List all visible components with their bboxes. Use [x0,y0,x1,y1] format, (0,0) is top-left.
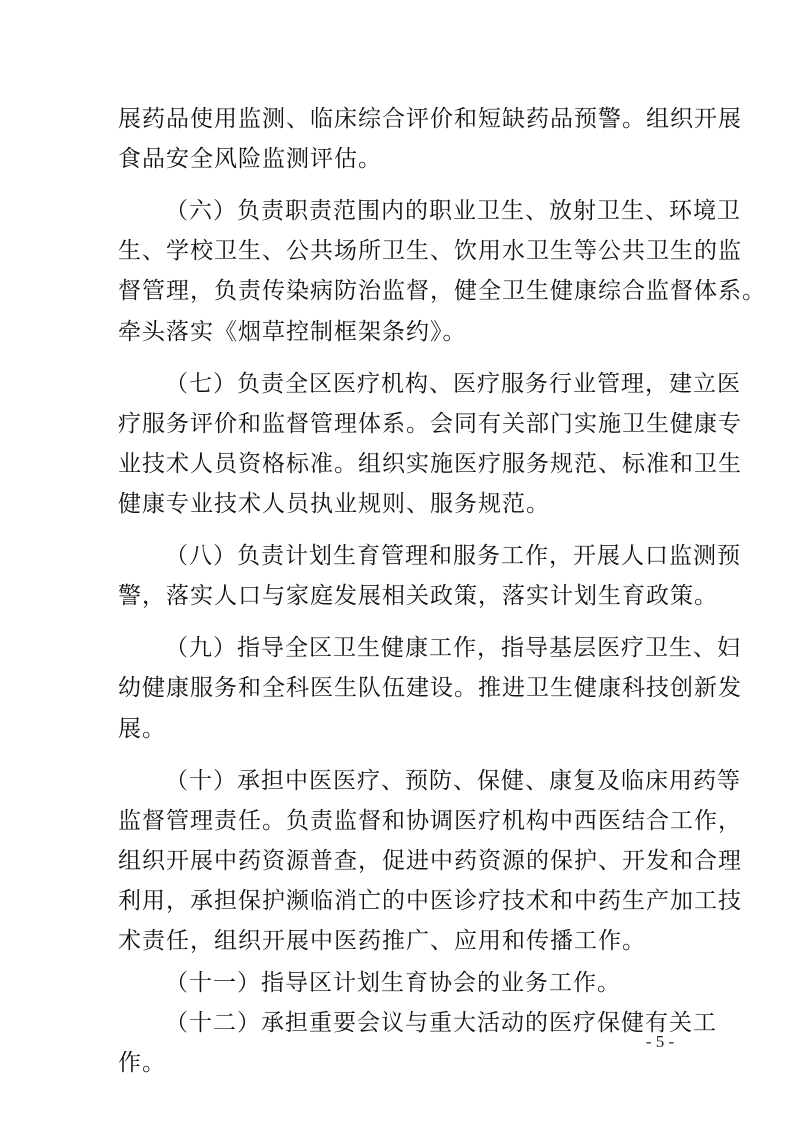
text-line-12: 警，落实人口与家庭发展相关政策，落实计划生育政策。 [118,583,718,609]
text-line-10: 健康专业技术人员执业规则、服务规范。 [118,491,550,517]
text-line-13: （九）指导全区卫生健康工作，指导基层医疗卫生、妇 [165,635,741,661]
text-line-23: 作。 [118,1050,166,1076]
page-number: - 5 - [645,1032,675,1051]
text-line-1: 展药品使用监测、临床综合评价和短缺药品预警。组织开展 [118,106,742,132]
text-line-9: 业技术人员资格标准。组织实施医疗服务规范、标准和卫生 [118,451,742,477]
text-line-5: 督管理，负责传染病防治监督，健全卫生健康综合监督体系。 [118,278,766,304]
text-line-16: （十）承担中医医疗、预防、保健、康复及临床用药等 [165,768,741,794]
text-line-3: （六）负责职责范围内的职业卫生、放射卫生、环境卫 [165,198,741,224]
text-line-6: 牵头落实《烟草控制框架条约》。 [118,319,467,345]
text-line-21: （十一）指导区计划生育协会的业务工作。 [165,970,621,996]
text-line-18: 组织开展中药资源普查，促进中药资源的保护、开发和合理 [118,848,742,874]
text-line-20: 术责任，组织开展中医药推广、应用和传播工作。 [118,928,646,954]
text-line-14: 幼健康服务和全科医生队伍建设。推进卫生健康科技创新发 [118,675,742,701]
text-line-15: 展。 [118,716,166,742]
text-line-8: 疗服务评价和监督管理体系。会同有关部门实施卫生健康专 [118,411,742,437]
text-line-22: （十二）承担重要会议与重大活动的医疗保健有关工 [165,1010,717,1036]
text-line-2: 食品安全风险监测评估。 [118,146,382,172]
text-line-11: （八）负责计划生育管理和服务工作，开展人口监测预 [165,543,741,569]
text-line-7: （七）负责全区医疗机构、医疗服务行业管理，建立医 [165,371,741,397]
text-line-17: 监督管理责任。负责监督和协调医疗机构中西医结合工作， [118,808,742,834]
text-line-19: 利用，承担保护濒临消亡的中医诊疗技术和中药生产加工技 [118,888,742,914]
text-line-4: 生、学校卫生、公共场所卫生、饮用水卫生等公共卫生的监 [118,238,742,264]
